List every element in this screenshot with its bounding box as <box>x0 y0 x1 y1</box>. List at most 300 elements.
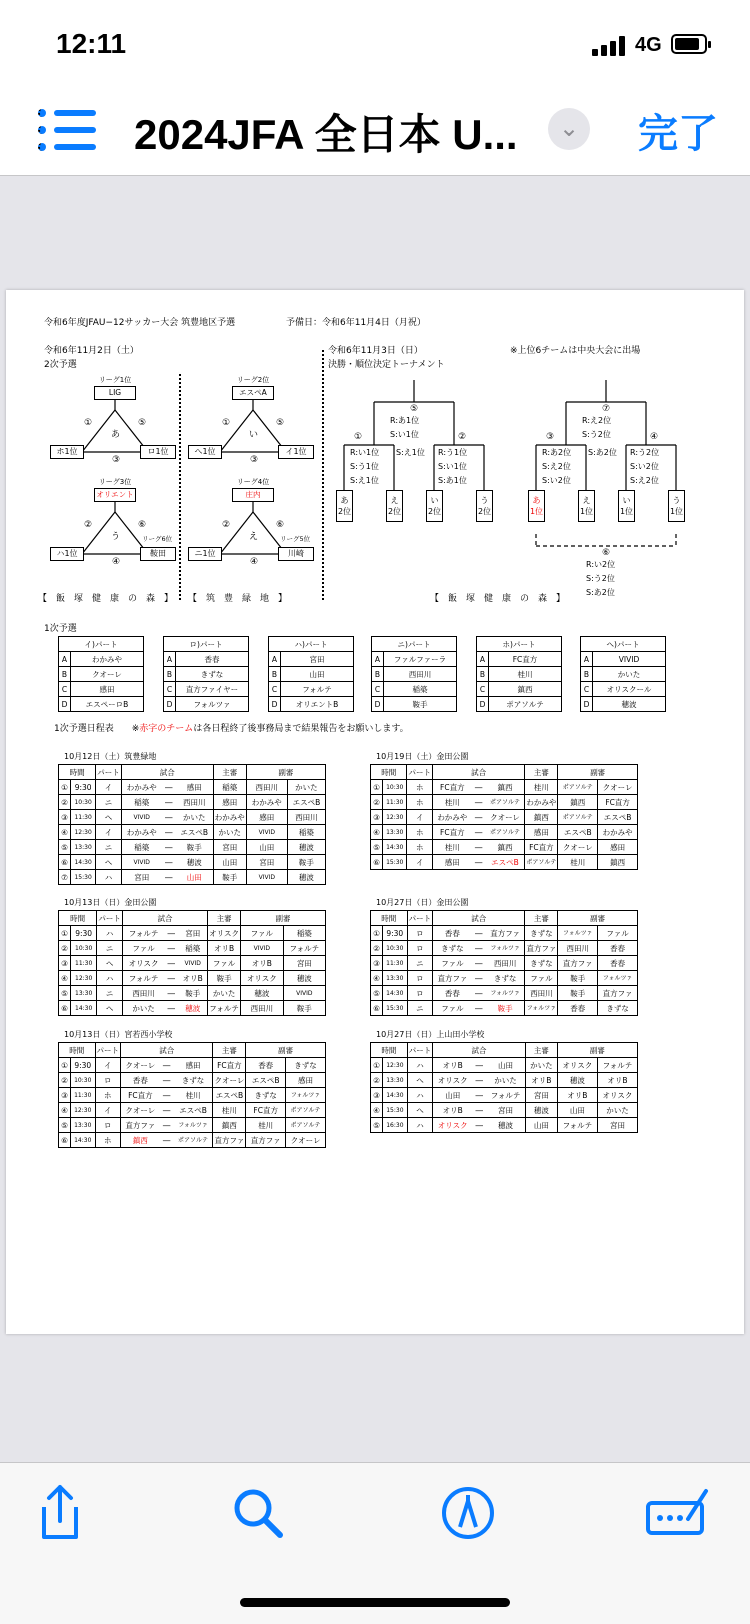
part-team: 稲築 <box>384 682 457 697</box>
col-sub: 副審 <box>557 1043 637 1058</box>
schedule-cell: ファル <box>433 956 472 971</box>
schedule-cell: 香春 <box>246 1058 286 1073</box>
schedule-cell: ハ <box>97 926 123 941</box>
schedule-cell: 感田 <box>174 1058 213 1073</box>
group-top-label: リーグ1位 <box>98 376 132 384</box>
venue-label: 【 筑 豊 緑 地 】 <box>188 594 288 604</box>
schedule-row <box>371 956 638 971</box>
network-type: 4G <box>635 34 662 56</box>
part-name: ニ)パート <box>372 637 457 652</box>
group-1 <box>50 376 180 476</box>
schedule-cell: ① <box>59 780 71 795</box>
part-team: きずな <box>176 667 249 682</box>
status-time: 12:11 <box>56 28 127 59</box>
col-ref: 主審 <box>213 1043 246 1058</box>
part-name: ハ)パート <box>269 637 354 652</box>
schedule-cell: オリB <box>208 941 241 956</box>
group-left-team: ホ1位 <box>50 445 84 459</box>
ref-line: R:あ2位 <box>542 448 572 457</box>
schedule-cell: 鞍手 <box>558 971 598 986</box>
schedule-cell: クオーレ <box>213 1073 246 1088</box>
schedule-cell: 直方ファ <box>558 956 598 971</box>
ref-line: R:い2位 <box>586 560 616 569</box>
schedule-cell: FC直方 <box>432 825 471 840</box>
schedule-cell: ― <box>162 855 176 870</box>
schedule-cell: ニ <box>407 956 433 971</box>
schedule-cell: フォルテ <box>283 941 325 956</box>
schedule-cell: わかみや <box>121 825 161 840</box>
schedule-cell: ファル <box>122 941 164 956</box>
schedule-cell: 西田川 <box>558 941 598 956</box>
schedule-cell: 12:30 <box>71 971 97 986</box>
schedule-cell: 12:30 <box>71 1103 96 1118</box>
schedule-cell: ⑤ <box>371 840 383 855</box>
part-team: オリスクール <box>593 682 666 697</box>
schedule-cell: VIVID <box>241 941 284 956</box>
schedule-cell: オリB <box>178 971 207 986</box>
schedule-table <box>370 1042 638 1133</box>
part-slot: B <box>269 667 281 682</box>
schedule-cell: ファル <box>525 971 558 986</box>
part-slot: A <box>372 652 384 667</box>
part-row <box>59 667 144 682</box>
col-time: 時間 <box>371 765 407 780</box>
part-slot: D <box>372 697 384 712</box>
final-label: 決勝・順位決定トーナメント <box>328 360 445 370</box>
schedule-cell: 桂川 <box>432 795 471 810</box>
schedule-cell: ロ <box>95 1118 121 1133</box>
schedule-cell: 10:30 <box>71 1073 96 1088</box>
part-team: エスペーロB <box>71 697 144 712</box>
schedule-cell: 感田 <box>432 855 471 870</box>
schedule-cell: 鞍手 <box>283 1001 325 1016</box>
schedule-cell: 感田 <box>525 825 558 840</box>
schedule-cell: 山田 <box>176 870 214 885</box>
schedule-cell: ⑥ <box>371 855 383 870</box>
divider <box>322 350 324 600</box>
schedule-cell: ③ <box>371 810 383 825</box>
part-team: 直方ファイヤー <box>176 682 249 697</box>
schedule-cell: ニ <box>97 941 123 956</box>
schedule-cell: 直方ファ <box>433 971 472 986</box>
col-match: 試合 <box>121 1043 213 1058</box>
schedule-cell: ― <box>160 1088 174 1103</box>
schedule-cell: 14:30 <box>383 1088 408 1103</box>
schedule-day-title: 10月13日（日）宮若西小学校 <box>64 1030 173 1039</box>
schedule-cell: ― <box>472 1088 486 1103</box>
schedule-cell: オリスク <box>433 1118 472 1133</box>
group-top-team: エスペA <box>232 386 274 400</box>
schedule-day-title: 10月19日（土）金田公園 <box>376 752 469 761</box>
schedule-cell: フォルテ <box>122 926 164 941</box>
match-number: ③ <box>112 455 121 465</box>
schedule-day-title: 10月12日（土）筑豊緑地 <box>64 752 157 761</box>
part-slot: A <box>477 652 489 667</box>
schedule-cell: ― <box>472 810 486 825</box>
schedule-cell: 香春 <box>121 1073 160 1088</box>
schedule-row <box>371 941 638 956</box>
schedule-cell: オリB <box>557 1088 597 1103</box>
part-row <box>269 682 354 697</box>
schedule-cell: ② <box>59 941 71 956</box>
schedule-cell: 12:30 <box>71 825 96 840</box>
part-team: FC直方 <box>489 652 562 667</box>
part-slot: D <box>164 697 176 712</box>
schedule-cell: ― <box>472 1118 486 1133</box>
ref-line: R:あ1位 <box>390 416 420 425</box>
schedule-cell: 桂川 <box>174 1088 213 1103</box>
schedule-row <box>371 1001 638 1016</box>
schedule-cell: ― <box>162 795 176 810</box>
match-number: ⑥ <box>138 520 147 530</box>
schedule-cell: ⑤ <box>371 986 383 1001</box>
schedule-cell: 稲築 <box>283 926 325 941</box>
schedule-cell: ファル <box>433 1001 472 1016</box>
schedule-cell: 西田川 <box>241 1001 284 1016</box>
match-number: ⑥ <box>602 548 611 558</box>
match-number: ③ <box>546 432 555 442</box>
schedule-row <box>371 855 638 870</box>
schedule-row <box>371 971 638 986</box>
part-team: フォルテ <box>281 682 354 697</box>
schedule-cell: ホ <box>407 795 433 810</box>
schedule-row <box>59 1133 326 1148</box>
schedule-cell: フォルテ <box>486 1088 525 1103</box>
schedule-cell: 山田 <box>433 1088 472 1103</box>
status-bar <box>0 0 750 92</box>
schedule-cell: かいた <box>525 1058 557 1073</box>
markup-icon[interactable] <box>438 1483 498 1543</box>
schedule-cell: イ <box>95 1103 121 1118</box>
schedule-cell: ― <box>472 855 486 870</box>
schedule-cell: 香春 <box>558 1001 598 1016</box>
schedule-cell: ― <box>164 1001 178 1016</box>
schedule-cell: ⑥ <box>59 1001 71 1016</box>
schedule-cell: ⑥ <box>59 1133 71 1148</box>
part-row <box>164 697 249 712</box>
part-row <box>477 667 562 682</box>
part-team: 西田川 <box>384 667 457 682</box>
schedule-day-title: 10月13日（日）金田公園 <box>64 898 157 907</box>
form-fill-icon[interactable] <box>644 1483 710 1543</box>
schedule-cell: きずな <box>525 926 558 941</box>
schedule-cell: ③ <box>371 956 383 971</box>
schedule-cell: 感田 <box>246 810 287 825</box>
schedule-cell: ③ <box>371 1088 383 1103</box>
schedule-cell: 宮田 <box>486 1103 525 1118</box>
schedule-cell: かいた <box>213 825 246 840</box>
schedule-cell: 穂波 <box>241 986 284 1001</box>
schedule-cell: 感田 <box>286 1073 326 1088</box>
schedule-cell: 稲築 <box>213 780 246 795</box>
schedule-cell: 直方ファ <box>525 941 558 956</box>
group-id: う <box>111 532 121 542</box>
schedule-cell: 12:30 <box>383 810 407 825</box>
document-title: 2024JFA 全日本 U... <box>134 111 518 158</box>
schedule-cell: ① <box>371 780 383 795</box>
schedule-cell: ポアソルテ <box>286 1103 326 1118</box>
schedule-table <box>58 764 326 885</box>
schedule-day-title: 10月27日（日）上山田小学校 <box>376 1030 485 1039</box>
schedule-cell: ④ <box>371 1103 383 1118</box>
stage2-date: 令和6年11月2日（土） <box>44 346 139 356</box>
part-slot: D <box>59 697 71 712</box>
col-match: 試合 <box>122 911 207 926</box>
schedule-cell: ロ <box>407 926 433 941</box>
group-right-team: 鞍田 <box>140 547 176 561</box>
schedule-cell: 香春 <box>598 941 638 956</box>
schedule-cell: 宮田 <box>178 926 207 941</box>
schedule-row <box>59 780 326 795</box>
schedule-cell: ― <box>160 1133 174 1148</box>
schedule-row <box>371 1118 638 1133</box>
bracket-leaf: い 1位 <box>618 490 635 522</box>
schedule-cell: 稲築 <box>178 941 207 956</box>
schedule-cell: 山田 <box>213 855 246 870</box>
group-4 <box>188 478 318 578</box>
schedule-cell: 西田川 <box>287 810 325 825</box>
schedule-cell: 14:30 <box>71 1133 96 1148</box>
schedule-cell: きずな <box>525 956 558 971</box>
reserve-date: 予備日：令和6年11月4日（月祝） <box>286 318 426 328</box>
share-icon[interactable] <box>30 1483 90 1543</box>
schedule-row <box>59 971 326 986</box>
schedule-cell: きずな <box>246 1088 286 1103</box>
col-sub: 副審 <box>241 911 326 926</box>
part-table <box>476 636 562 712</box>
group-right-team: 川崎 <box>278 547 314 561</box>
schedule-cell: きずな <box>174 1073 213 1088</box>
list-icon[interactable] <box>38 108 96 152</box>
group-id: え <box>249 532 259 542</box>
done-button[interactable]: 完了 <box>638 112 718 156</box>
schedule-cell: VIVID <box>178 956 207 971</box>
schedule-cell: ③ <box>59 1088 71 1103</box>
part-row <box>164 667 249 682</box>
schedule-cell: エスペB <box>486 855 525 870</box>
schedule-cell: わかみや <box>525 795 558 810</box>
schedule-cell: ポアソルテ <box>558 780 598 795</box>
group-left-team: ニ1位 <box>188 547 222 561</box>
part-row <box>269 697 354 712</box>
schedule-cell: フォルテ <box>208 1001 241 1016</box>
schedule-cell: 穂波 <box>283 971 325 986</box>
schedule-cell: 14:30 <box>71 855 96 870</box>
schedule-cell: フォルツァ <box>558 926 598 941</box>
schedule-cell: 西田川 <box>176 795 214 810</box>
ref-line: R:う1位 <box>438 448 468 457</box>
doc-heading: 令和6年度JFAU−12サッカー大会 筑豊地区予選 <box>44 318 236 328</box>
search-icon[interactable] <box>228 1483 288 1543</box>
schedule-cell: へ <box>407 1073 433 1088</box>
schedule-cell: 香春 <box>598 956 638 971</box>
schedule-cell: エスペB <box>246 1073 286 1088</box>
group-3 <box>50 478 180 578</box>
schedule-row <box>371 795 638 810</box>
match-number: ② <box>222 520 231 530</box>
schedule-cell: 直方ファ <box>246 1133 286 1148</box>
schedule-cell: VIVID <box>246 870 287 885</box>
schedule-cell: 穂波 <box>525 1103 557 1118</box>
schedule-cell: 感田 <box>213 795 246 810</box>
schedule-cell: 13:30 <box>71 840 96 855</box>
venue-label: 【 飯 塚 健 康 の 森 】 <box>38 594 174 604</box>
schedule-cell: へ <box>96 855 122 870</box>
schedule-row <box>59 840 326 855</box>
part-row <box>164 652 249 667</box>
schedule-cell: 10:30 <box>71 795 96 810</box>
schedule-cell: 宮田 <box>213 840 246 855</box>
schedule-table <box>370 910 638 1016</box>
schedule-cell: 西田川 <box>525 986 558 1001</box>
schedule-cell: オリスク <box>241 971 284 986</box>
schedule-cell: フォルテ <box>597 1058 637 1073</box>
schedule-cell: クオーレ <box>558 840 598 855</box>
schedule-cell: きずな <box>598 1001 638 1016</box>
schedule-cell: FC直方 <box>246 1103 286 1118</box>
schedule-cell: エスペB <box>598 810 638 825</box>
part-row <box>164 682 249 697</box>
part-slot: D <box>269 697 281 712</box>
schedule-cell: エスペB <box>176 825 214 840</box>
part-team: かいた <box>593 667 666 682</box>
part-row <box>477 682 562 697</box>
ref-line: S:う2位 <box>586 574 615 583</box>
schedule-row <box>371 810 638 825</box>
match-number: ⑦ <box>602 404 611 414</box>
col-ref: 主審 <box>213 765 246 780</box>
schedule-cell: ファル <box>208 956 241 971</box>
schedule-row <box>59 855 326 870</box>
schedule-row <box>59 986 326 1001</box>
part-row <box>59 682 144 697</box>
schedule-row <box>59 1058 326 1073</box>
schedule-cell: きずな <box>486 971 525 986</box>
group-left-team: へ1位 <box>188 445 222 459</box>
schedule-row <box>371 780 638 795</box>
schedule-cell: 鎮西 <box>121 1133 160 1148</box>
part-table <box>58 636 144 712</box>
schedule-cell: ② <box>371 1073 383 1088</box>
schedule-cell: オリB <box>433 1058 472 1073</box>
schedule-cell: ⑤ <box>371 1118 383 1133</box>
part-table <box>371 636 457 712</box>
schedule-cell: ホ <box>95 1133 121 1148</box>
schedule-cell: 11:30 <box>383 956 408 971</box>
match-number: ① <box>84 418 93 428</box>
schedule-row <box>371 1073 638 1088</box>
schedule-cell: ロ <box>95 1073 121 1088</box>
schedule-cell: オリB <box>597 1073 637 1088</box>
schedule-cell: VIVID <box>246 825 287 840</box>
schedule-cell: FC直方 <box>432 780 471 795</box>
schedule-cell: かいた <box>597 1103 637 1118</box>
part-slot: B <box>59 667 71 682</box>
schedule-cell: クオーレ <box>121 1058 160 1073</box>
schedule-row <box>59 795 326 810</box>
bracket-leaf: あ 1位 <box>528 490 545 522</box>
part-name: へ)パート <box>581 637 666 652</box>
schedule-cell: ポアソルテ <box>525 855 558 870</box>
schedule-row <box>59 956 326 971</box>
schedule-cell: ③ <box>59 956 71 971</box>
part-row <box>59 652 144 667</box>
match-number: ④ <box>250 557 259 567</box>
part-row <box>477 652 562 667</box>
schedule-cell: FC直方 <box>525 840 558 855</box>
schedule-cell: 稲築 <box>287 825 325 840</box>
part-slot: B <box>164 667 176 682</box>
schedule-cell: オリスク <box>597 1088 637 1103</box>
schedule-cell: 桂川 <box>558 855 598 870</box>
schedule-cell: フォルツァ <box>486 941 525 956</box>
col-part: パート <box>407 911 433 926</box>
col-time: 時間 <box>59 1043 96 1058</box>
schedule-cell: ― <box>164 971 178 986</box>
col-sub: 副審 <box>558 765 638 780</box>
schedule-cell: 鎮西 <box>486 780 525 795</box>
schedule-row <box>59 1118 326 1133</box>
part-slot: C <box>477 682 489 697</box>
schedule-cell: 鞍手 <box>558 986 598 1001</box>
match-number: ⑤ <box>410 404 419 414</box>
schedule-row <box>59 870 326 885</box>
schedule-cell: 稲築 <box>121 795 161 810</box>
part-row <box>269 667 354 682</box>
part-slot: C <box>59 682 71 697</box>
chevron-down-icon[interactable]: ⌄ <box>548 108 590 150</box>
schedule-cell: わかみや <box>246 795 287 810</box>
part-slot: A <box>164 652 176 667</box>
bracket-leaf: う 1位 <box>668 490 685 522</box>
schedule-cell: ― <box>164 956 178 971</box>
schedule-cell: 西田川 <box>122 986 164 1001</box>
venue-label: 【 飯 塚 健 康 の 森 】 <box>430 594 566 604</box>
schedule-cell: 稲築 <box>121 840 161 855</box>
part-row <box>581 667 666 682</box>
schedule-cell: ハ <box>407 1058 433 1073</box>
schedule-cell: イ <box>95 1058 121 1073</box>
match-number: ⑤ <box>276 418 285 428</box>
part-header-row <box>581 637 666 652</box>
schedule-cell: VIVID <box>283 986 325 1001</box>
schedule-cell: ファル <box>598 926 638 941</box>
schedule-cell: イ <box>96 780 122 795</box>
group-top-label: リーグ2位 <box>236 376 270 384</box>
schedule-table <box>58 910 326 1016</box>
schedule-cell: かいた <box>287 780 325 795</box>
schedule-cell: 桂川 <box>525 780 558 795</box>
schedule-cell: ホ <box>95 1088 121 1103</box>
schedule-cell: 鞍手 <box>486 1001 525 1016</box>
schedule-cell: 15:30 <box>383 855 407 870</box>
col-part: パート <box>407 1043 433 1058</box>
schedule-cell: ― <box>472 971 486 986</box>
schedule-cell: 14:30 <box>383 986 408 1001</box>
schedule-cell: ― <box>472 1001 486 1016</box>
schedule-cell: ④ <box>59 971 71 986</box>
stage1-label: 1次予選 <box>44 624 77 634</box>
schedule-cell: 14:30 <box>383 840 407 855</box>
schedule-cell: オリB <box>525 1073 557 1088</box>
part-slot: B <box>477 667 489 682</box>
schedule-cell: FC直方 <box>121 1088 160 1103</box>
ref-line: S:い2位 <box>630 462 659 471</box>
schedule-cell: ニ <box>96 840 122 855</box>
schedule-cell: 宮田 <box>121 870 161 885</box>
part-row <box>372 652 457 667</box>
schedule-cell: 9:30 <box>71 926 97 941</box>
